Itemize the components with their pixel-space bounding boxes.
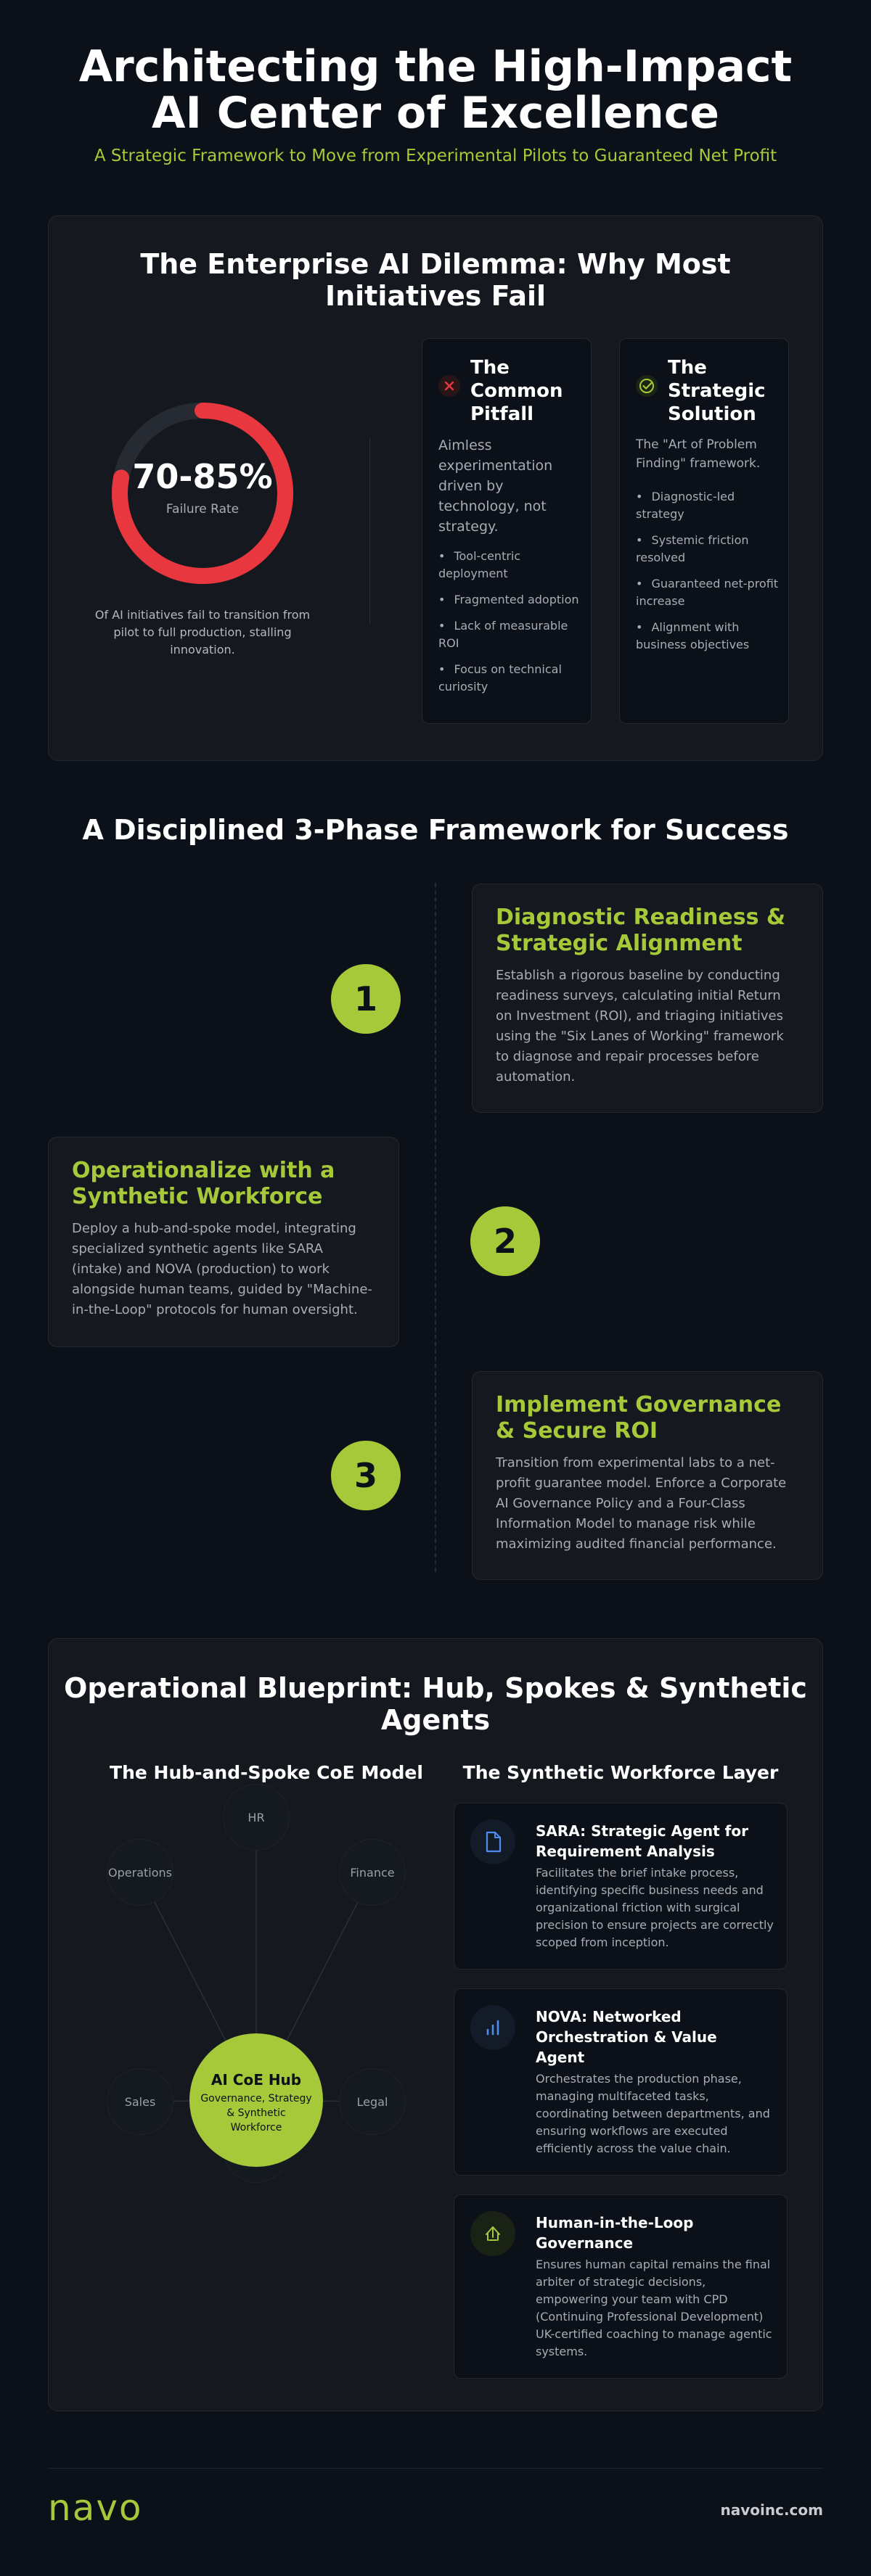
- document-icon: [470, 1819, 515, 1864]
- dilemma-card: [48, 215, 823, 761]
- agent-description: Ensures human capital remains the final arbiter of strategic decisions, empowering your team with CPD (Continuing Professional Development) UK-certified coaching to manage agentic systems.: [536, 2258, 772, 2358]
- spoke-hr: HR: [223, 1784, 290, 1851]
- phase-number-2: 2: [470, 1206, 540, 1276]
- solution-title: The Strategic Solution: [668, 357, 766, 425]
- list-item: • Tool-centric deployment: [438, 548, 584, 583]
- agent-description: Facilitates the brief intake process, identifying specific business needs and organizational friction with surgical precision to ensure projects are correctly scoped from inception.: [536, 1866, 774, 1949]
- list-item: • Focus on technical curiosity: [438, 661, 584, 696]
- failure-rate-donut: [107, 398, 298, 589]
- solution-list: [636, 488, 781, 662]
- page-title: Architecting the High-Impact AI Center of Excellence: [78, 41, 793, 139]
- phase-card-2: [48, 1137, 399, 1347]
- blueprint-card: [48, 1638, 823, 2411]
- human-loop-icon: [470, 2211, 515, 2256]
- pitfall-description: Aimless experimentation driven by technology, not strategy.: [438, 437, 553, 535]
- phase-description: Transition from experimental labs to a net-profit guarantee model. Enforce a Corporate AI Governance Policy and a Four-Class Information Model to manage risk while maximizing audited financial performance.: [496, 1455, 787, 1552]
- agent-card-sara: [454, 1803, 788, 1970]
- failure-rate-caption: Of AI initiatives fail to transition from pilot to full production, stalling innovation.: [94, 608, 311, 657]
- x-circle-icon: [438, 375, 460, 397]
- check-circle-icon: [636, 375, 658, 397]
- phase-card-1: [472, 884, 823, 1113]
- failure-rate-value: 70-85%: [132, 457, 273, 496]
- solution-description: The "Art of Problem Finding" framework.: [636, 437, 761, 471]
- agent-description: Orchestrates the production phase, managing multifaceted tasks, coordinating between departments, and ensuring workflows are executed efficiently across the value chain.: [536, 2072, 770, 2155]
- hub-subtitle: Governance, Strategy & Synthetic Workforce: [200, 2093, 312, 2133]
- list-item: • Lack of measurable ROI: [438, 617, 584, 652]
- hub-node: [189, 2033, 323, 2167]
- phase-title: Implement Governance & Secure ROI: [496, 1392, 782, 1444]
- spoke-legal: Legal: [339, 2068, 406, 2135]
- failure-rate-label: Failure Rate: [165, 502, 240, 517]
- bar-chart-icon: [470, 2005, 515, 2050]
- list-item: • Fragmented adoption: [438, 591, 584, 609]
- list-item: • Guaranteed net-profit increase: [636, 575, 781, 610]
- agent-title: SARA: Strategic Agent for Requirement Analysis: [536, 1822, 748, 1860]
- phase-number-1: 1: [331, 964, 401, 1034]
- phase-description: Deploy a hub-and-spoke model, integrating specialized synthetic agents like SARA (intake) and NOVA (production) to work alongside human teams, guided by "Machine-in-the-Loop" protocols for human oversight.: [72, 1221, 372, 1317]
- divider: [369, 437, 370, 625]
- pitfall-list: [438, 548, 584, 704]
- agent-title: NOVA: Networked Orchestration & Value Agent: [536, 2008, 717, 2066]
- agent-card-nova: [454, 1988, 788, 2176]
- hub-spoke-diagram: [78, 1784, 455, 2190]
- spoke-sales: Sales: [107, 2068, 173, 2135]
- page-subtitle: A Strategic Framework to Move from Experimental Pilots to Guaranteed Net Profit: [94, 147, 777, 165]
- hub-heading: The Hub-and-Spoke CoE Model: [110, 1762, 423, 1783]
- phase-title: Diagnostic Readiness & Strategic Alignment: [496, 905, 786, 956]
- agent-title: Human-in-the-Loop Governance: [536, 2214, 694, 2252]
- phase-number-3: 3: [331, 1441, 401, 1510]
- blueprint-title: Operational Blueprint: Hub, Spokes & Synthetic Agents: [64, 1672, 807, 1736]
- solution-card: [619, 338, 789, 724]
- pitfall-card: [422, 338, 592, 724]
- list-item: • Alignment with business objectives: [636, 619, 781, 654]
- spoke-operations: Operations: [107, 1839, 173, 1906]
- phase-title: Operationalize with a Synthetic Workforce: [72, 1158, 335, 1209]
- list-item: • Diagnostic-led strategy: [636, 488, 781, 523]
- pitfall-title: The Common Pitfall: [470, 357, 563, 425]
- timeline-line: [435, 883, 436, 1572]
- phase-description: Establish a rigorous baseline by conducting readiness surveys, calculating initial Return on Investment (ROI), and triaging initiatives using the "Six Lanes of Working" framework to diagnose and repair processes before automation.: [496, 968, 784, 1085]
- website-link[interactable]: navoinc.com: [720, 2501, 823, 2519]
- list-item: • Systemic friction resolved: [636, 532, 781, 567]
- framework-title: A Disciplined 3-Phase Framework for Success: [82, 814, 789, 846]
- spoke-finance: Finance: [339, 1839, 406, 1906]
- phase-card-3: [472, 1371, 823, 1580]
- navo-logo[interactable]: navo: [48, 2487, 143, 2529]
- agent-card-human: [454, 2194, 788, 2379]
- dilemma-title: The Enterprise AI Dilemma: Why Most Initiatives Fail: [140, 248, 731, 312]
- footer-divider: [48, 2468, 823, 2469]
- workforce-heading: The Synthetic Workforce Layer: [462, 1762, 779, 1783]
- hub-title: AI CoE Hub: [210, 2071, 302, 2089]
